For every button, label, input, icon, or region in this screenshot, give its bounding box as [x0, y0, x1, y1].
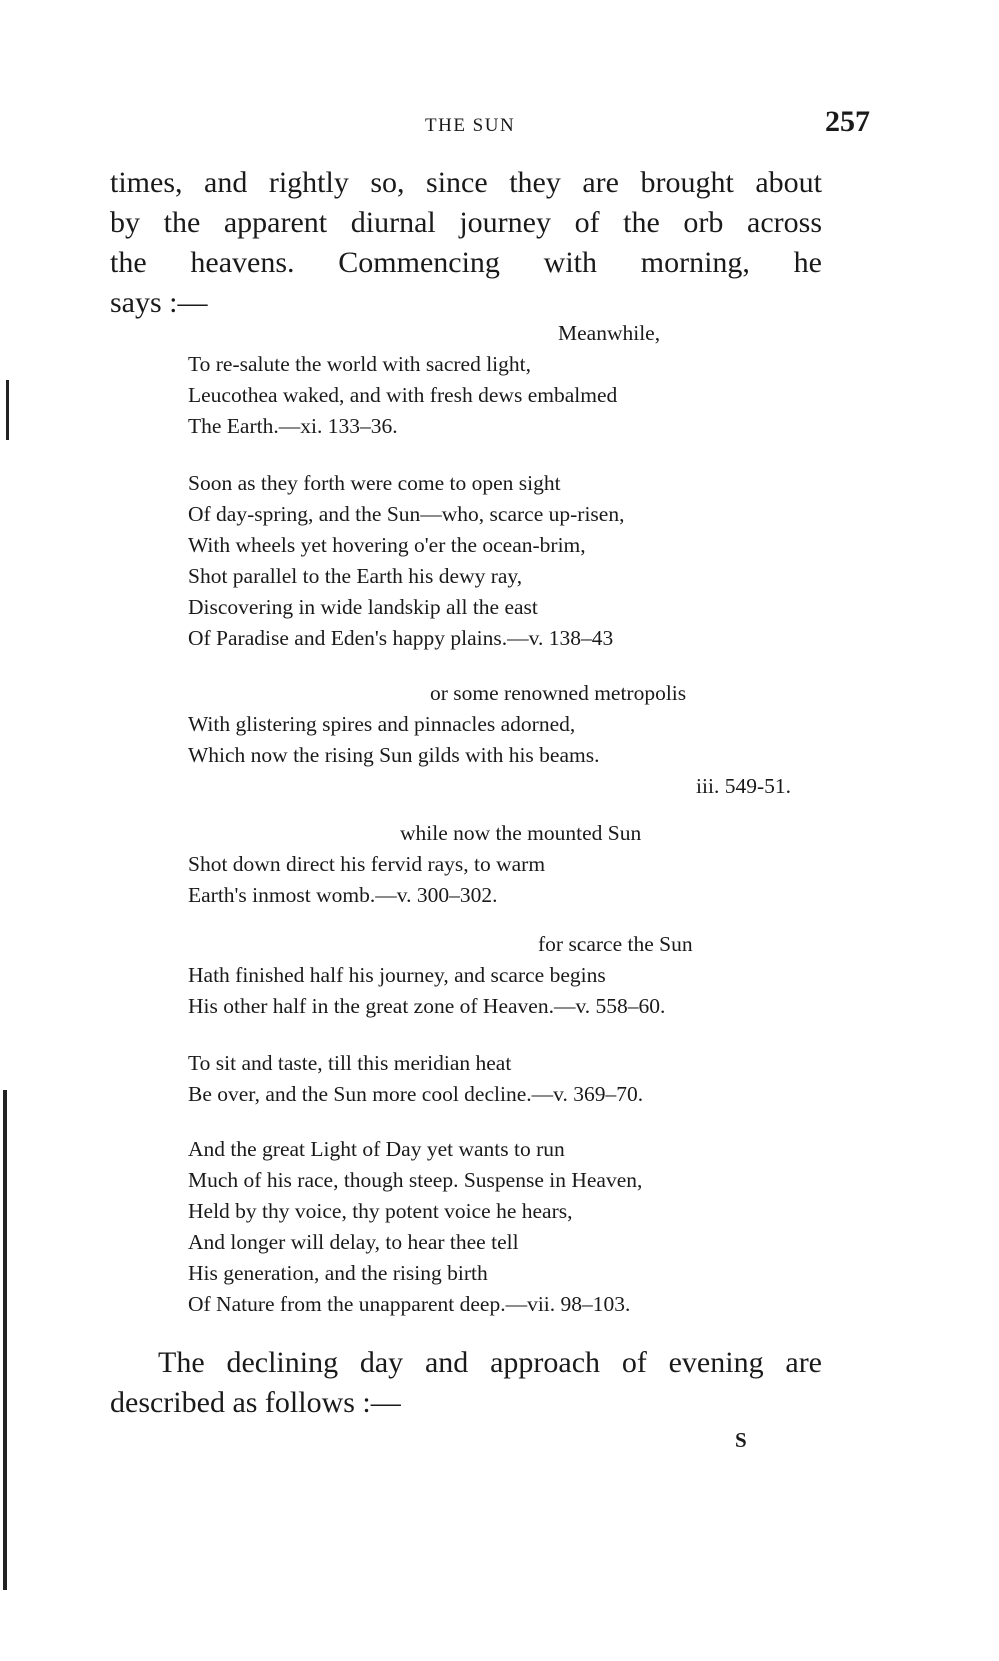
verse-quote-5 [188, 929, 823, 1022]
verse-line: And the great Light of Day yet wants to run [188, 1137, 565, 1161]
outro-paragraph [110, 1343, 822, 1423]
text-line: by the apparent diurnal journey of the orb across [110, 206, 822, 239]
page-header [110, 105, 870, 145]
verse-line: Earth's inmost womb.—v. 300–302. [188, 883, 498, 907]
verse-line: while now the mounted Sun [400, 821, 642, 845]
verse-line: The Earth.—xi. 133–36. [188, 414, 398, 438]
text-line: times, and rightly so, since they are brought about [110, 166, 822, 199]
text-line: the heavens. Commencing with morning, he [110, 246, 822, 279]
verse-line: Leucothea waked, and with fresh dews embalmed [188, 383, 618, 407]
verse-line: To sit and taste, till this meridian heat [188, 1051, 512, 1075]
verse-line: Shot parallel to the Earth his dewy ray, [188, 564, 523, 588]
text-line: The declining day and approach of evening are [158, 1346, 822, 1379]
intro-paragraph [110, 163, 822, 323]
verse-line: Held by thy voice, thy potent voice he hears, [188, 1199, 573, 1223]
scan-margin-mark [6, 380, 9, 440]
signature-mark: S [735, 1428, 747, 1452]
verse-line: Of day-spring, and the Sun—who, scarce up-risen, [188, 502, 625, 526]
verse-quote-6 [188, 1048, 823, 1110]
verse-quote-7 [188, 1134, 823, 1320]
verse-line: Shot down direct his fervid rays, to warm [188, 852, 546, 876]
verse-line: Of Paradise and Eden's happy plains.—v. 138–43 [188, 626, 614, 650]
verse-quote-1 [188, 318, 823, 442]
verse-quote-2 [188, 468, 823, 654]
verse-line: Soon as they forth were come to open sight [188, 471, 561, 495]
page-number: 257 [825, 105, 870, 138]
verse-line: Discovering in wide landskip all the east [188, 595, 538, 619]
verse-line: Much of his race, though steep. Suspense in Heaven, [188, 1168, 643, 1192]
verse-line: His generation, and the rising birth [188, 1261, 488, 1285]
verse-line: Meanwhile, [558, 321, 661, 345]
verse-line: And longer will delay, to hear thee tell [188, 1230, 519, 1254]
text-line: described as follows :— [110, 1386, 401, 1419]
running-head: THE SUN [425, 115, 516, 136]
verse-line: Which now the rising Sun gilds with his beams. [188, 743, 600, 767]
verse-line: or some renowned metropolis [430, 681, 687, 705]
verse-citation: iii. 549-51. [696, 774, 791, 798]
scan-margin-mark [3, 1090, 7, 1590]
verse-line: Be over, and the Sun more cool decline.—v. 369–70. [188, 1082, 644, 1106]
verse-line: for scarce the Sun [538, 932, 693, 956]
verse-line: His other half in the great zone of Heaven.—v. 558–60. [188, 994, 666, 1018]
text-line: says :— [110, 286, 208, 319]
verse-line: With wheels yet hovering o'er the ocean-brim, [188, 533, 586, 557]
verse-line: With glistering spires and pinnacles adorned, [188, 712, 576, 736]
verse-quote-4 [188, 818, 823, 911]
verse-line: Hath finished half his journey, and scarce begins [188, 963, 606, 987]
verse-quote-3 [188, 678, 823, 802]
verse-line: Of Nature from the unapparent deep.—vii. 98–103. [188, 1292, 631, 1316]
verse-line: To re-salute the world with sacred light, [188, 352, 531, 376]
